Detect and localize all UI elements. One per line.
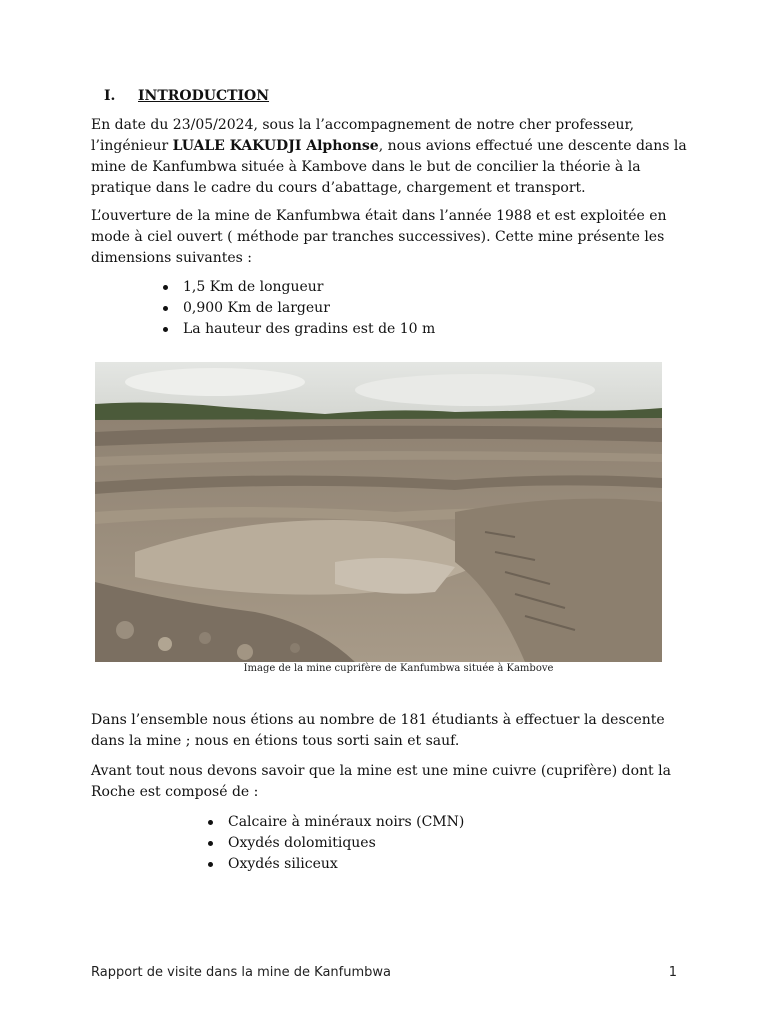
list-item: La hauteur des gradins est de 10 m <box>161 319 435 340</box>
students-paragraph: Dans l’ensemble nous étions au nombre de 181 étudiants à effectuer la descente dans la mine ; nous en étions tous sorti sain et sauf. <box>91 712 665 749</box>
list-item: 0,900 Km de largeur <box>161 298 435 319</box>
rock-composition-paragraph: Avant tout nous devons savoir que la mine est une mine cuivre (cuprifère) dont la Roche est composé de : <box>91 763 671 800</box>
page-number: 1 <box>668 965 677 980</box>
list-item: Calcaire à minéraux noirs (CMN) <box>206 812 464 833</box>
list-item: 1,5 Km de longueur <box>161 277 435 298</box>
professor-name: LUALE KAKUDJI Alphonse <box>172 138 379 154</box>
intro-paragraph <box>91 115 691 199</box>
dimensions-list <box>161 277 435 340</box>
page-footer <box>91 962 677 983</box>
footer-title: Rapport de visite dans la mine de Kanfumbwa <box>91 965 391 980</box>
rocks-list <box>206 812 464 875</box>
intro-text-end: , nous avions effectué une descente dans la mine de Kanfumbwa située à Kambove dans le but de concilier la théorie à la pratique dans le cadre du cours d’abattage, chargement et transport. <box>91 138 687 196</box>
list-item: Oxydés siliceux <box>206 854 464 875</box>
section-title: INTRODUCTION <box>138 88 270 104</box>
mine-photo <box>95 362 662 662</box>
intro-text-start: En date du 23/05/2024, sous la l’accompagnement de notre cher professeur, l’ingénieur <box>91 117 635 154</box>
figure-caption: Image de la mine cuprifère de Kanfumbwa située à Kambove <box>243 663 554 674</box>
section-number: I. <box>104 88 116 104</box>
mine-opening-paragraph: L’ouverture de la mine de Kanfumbwa était dans l’année 1988 et est exploitée en mode à ciel ouvert ( méthode par tranches successives). Cette mine présente les dimensions suivantes : <box>91 208 667 266</box>
section-heading <box>104 86 269 107</box>
list-item: Oxydés dolomitiques <box>206 833 464 854</box>
